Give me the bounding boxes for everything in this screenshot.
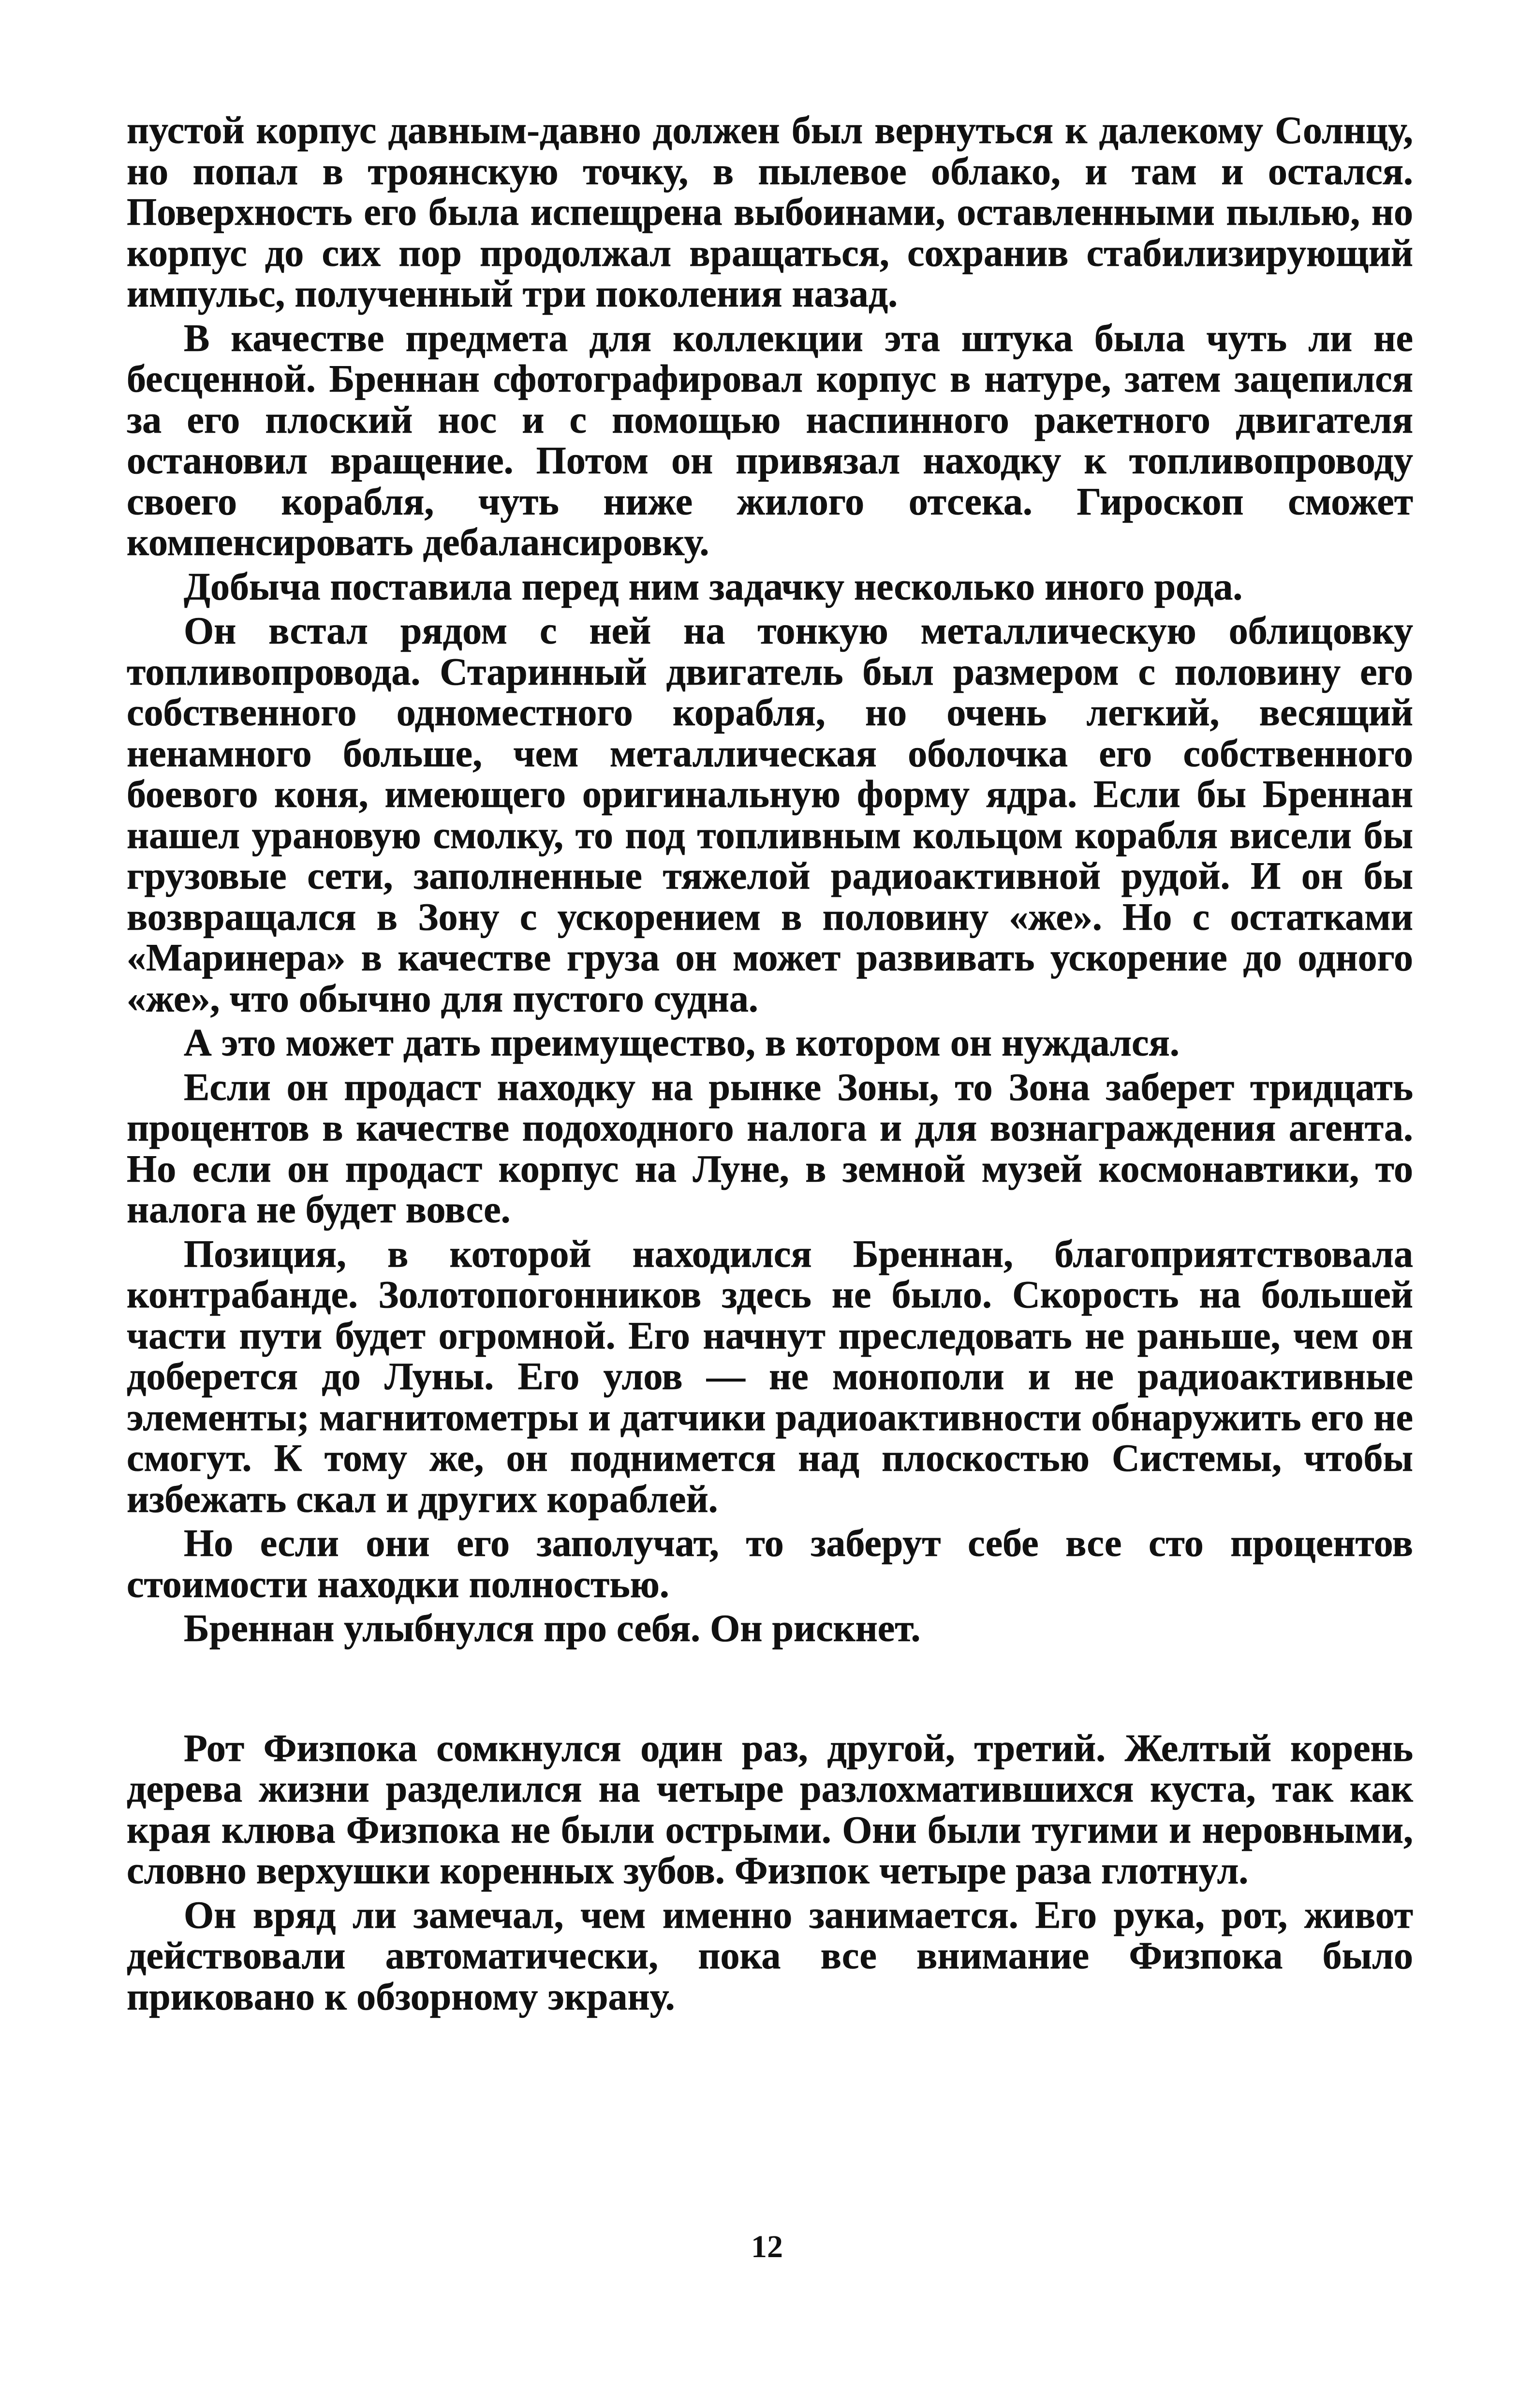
paragraph: А это может дать преимущество, в котором он нуждался. xyxy=(184,1022,1180,1064)
paragraph: Позиция, в которой находился Бреннан, благоприятствовала контрабанде. Золотопогонников здесь не было. Скорость на большей части пути будет огромной. Его начнут преследовать не раньше, чем он доберется до Луны. Его улов — не монополи и не радиоактивные элементы; магнитометры и датчики радиоактивности обнаружить его не смогут. К тому же, он поднимется над плоскостью Системы, чтобы избежать скал и других кораблей. xyxy=(127,1233,1413,1521)
page-text xyxy=(127,110,1413,2017)
paragraph: Он вряд ли замечал, чем именно занимается. Его рука, рот, живот действовали автоматически, пока все внимание Физпока было приковано к обзорному экрану. xyxy=(127,1894,1413,2018)
paragraph: пустой корпус давным-давно должен был вернуться к далекому Солнцу, но попал в троянскую точку, в пылевое облако, и там и остался. Поверхность его была испещрена выбоинами, оставленными пылью, но корпус до сих пор продолжал вращаться, сохранив стабилизирующий импульс, полученный три поколения назад. xyxy=(127,109,1413,315)
paragraph: Бреннан улыбнулся про себя. Он рискнет. xyxy=(184,1607,921,1650)
page-number: 12 xyxy=(751,2229,783,2264)
paragraph: Добыча поставила перед ним задачку несколько иного рода. xyxy=(184,565,1243,608)
paragraph: Если он продаст находку на рынке Зоны, то Зона заберет тридцать процентов в качестве подоходного налога и для вознаграждения агента. Но если он продаст корпус на Луне, в земной музей космонавтики, то налога не будет вовсе. xyxy=(127,1066,1413,1231)
paragraph: Он встал рядом с ней на тонкую металлическую облицовку топливопровода. Старинный двигатель был размером с половину его собственного одноместного корабля, но очень легкий, весящий ненамного больше, чем металлическая оболочка его собственного боевого коня, имеющего оригинальную форму ядра. Если бы Бреннан нашел урановую смолку, то под топливным кольцом корабля висели бы грузовые сети, заполненные тяжелой радиоактивной рудой. И он бы возвращался в Зону с ускорением в половину «же». Но с остатками «Маринера» в качестве груза он может развивать ускорение до одного «же», что обычно для пустого судна. xyxy=(127,610,1413,1020)
paragraph: В качестве предмета для коллекции эта штука была чуть ли не бесценной. Бреннан сфотографировал корпус в натуре, затем зацепился за его плоский нос и с помощью наспинного ракетного двигателя остановил вращение. Потом он привязал находку к топливопроводу своего корабля, чуть ниже жилого отсека. Гироскоп сможет компенсировать дебалансировку. xyxy=(127,317,1413,564)
paragraph: Рот Физпока сомкнулся один раз, другой, третий. Желтый корень дерева жизни разделился на четыре разлохматившихся куста, так как края клюва Физпока не были острыми. Они были тугими и неровными, словно верхушки коренных зубов. Физпок четыре раза глотнул. xyxy=(127,1727,1413,1892)
paragraph: Но если они его заполучат, то заберут себе все сто процентов стоимости находки полностью. xyxy=(127,1522,1413,1606)
